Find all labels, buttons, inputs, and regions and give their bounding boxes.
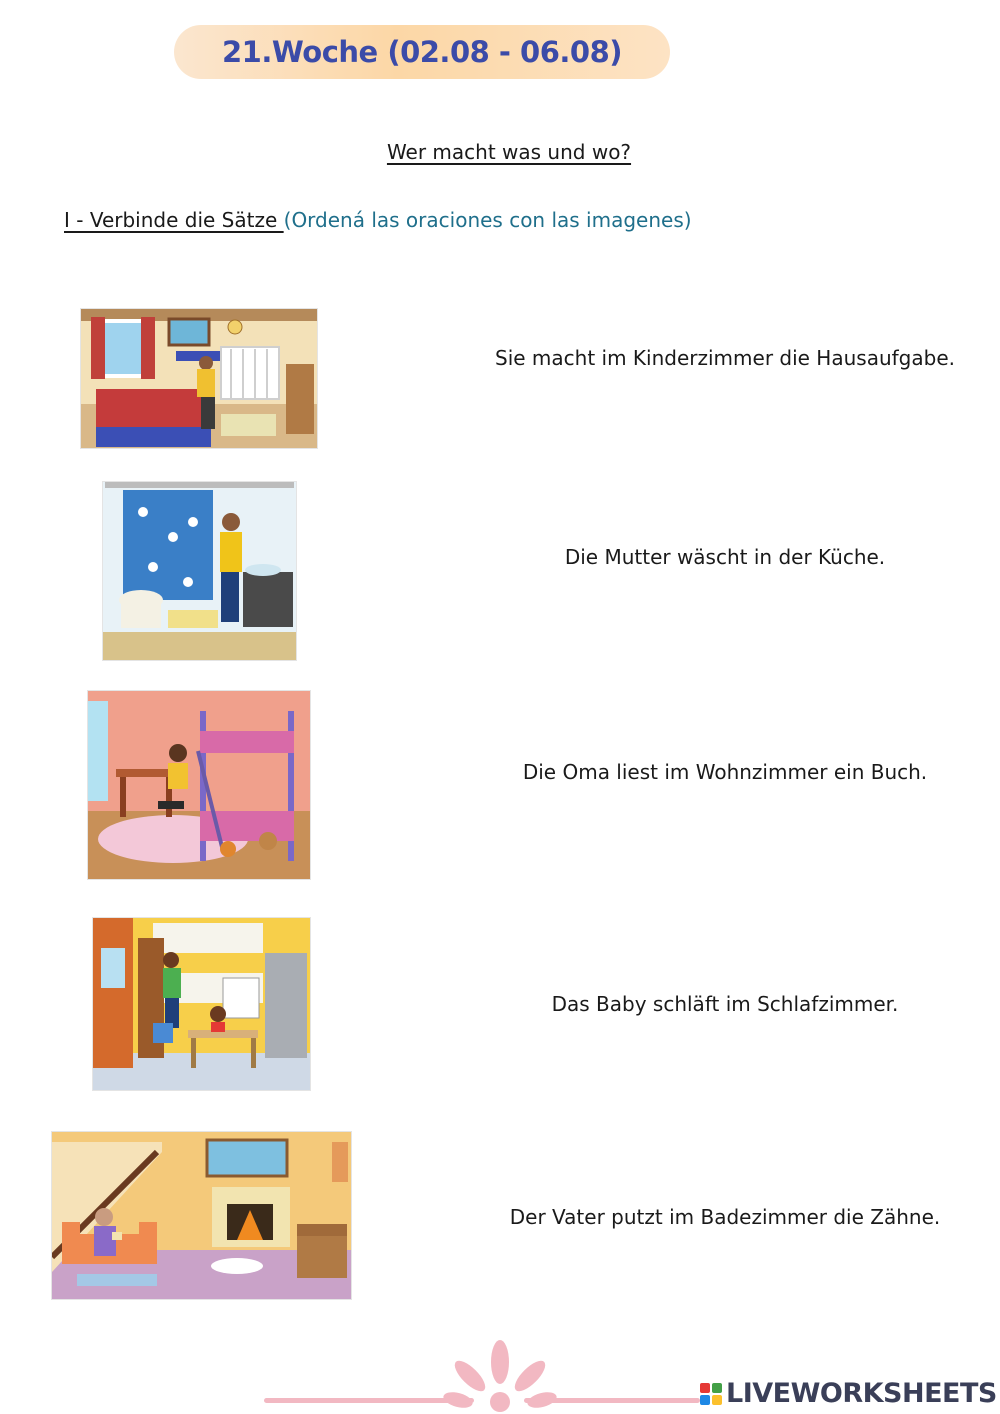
- flower-ornament-icon: [440, 1336, 560, 1414]
- worksheet-subtitle: Wer macht was und wo?: [386, 140, 632, 164]
- living-room-illustration: [52, 1132, 351, 1299]
- instruction-line: [64, 208, 692, 232]
- bathroom-illustration: [103, 482, 296, 660]
- picture-bathroom[interactable]: [102, 481, 297, 661]
- sentence-5[interactable]: Der Vater putzt im Badezimmer die Zähne.: [509, 1205, 941, 1229]
- picture-kids-room[interactable]: [87, 690, 311, 880]
- picture-bedroom[interactable]: [80, 308, 318, 449]
- kids-room-illustration: [88, 691, 310, 879]
- picture-living-room[interactable]: [51, 1131, 352, 1300]
- logo-blocks-icon: [700, 1383, 722, 1405]
- sentence-3[interactable]: Die Oma liest im Wohnzimmer ein Buch.: [522, 760, 928, 784]
- instruction-german: I - Verbinde die Sätze: [64, 208, 284, 232]
- bedroom-illustration: [81, 309, 317, 448]
- liveworksheets-logo: [700, 1378, 997, 1409]
- instruction-spanish: (Ordená las oraciones con las imagenes): [283, 208, 692, 232]
- picture-kitchen[interactable]: [92, 917, 311, 1091]
- sentence-1[interactable]: Sie macht im Kinderzimmer die Hausaufgabe.: [495, 346, 955, 370]
- sentence-4[interactable]: Das Baby schläft im Schlafzimmer.: [551, 992, 899, 1016]
- logo-text: LIVEWORKSHEETS: [726, 1378, 997, 1409]
- page-title: 21.Woche (02.08 - 06.08): [221, 35, 623, 69]
- kitchen-illustration: [93, 918, 310, 1090]
- sentence-2[interactable]: Die Mutter wäscht in der Küche.: [564, 545, 886, 569]
- title-banner: [174, 25, 670, 79]
